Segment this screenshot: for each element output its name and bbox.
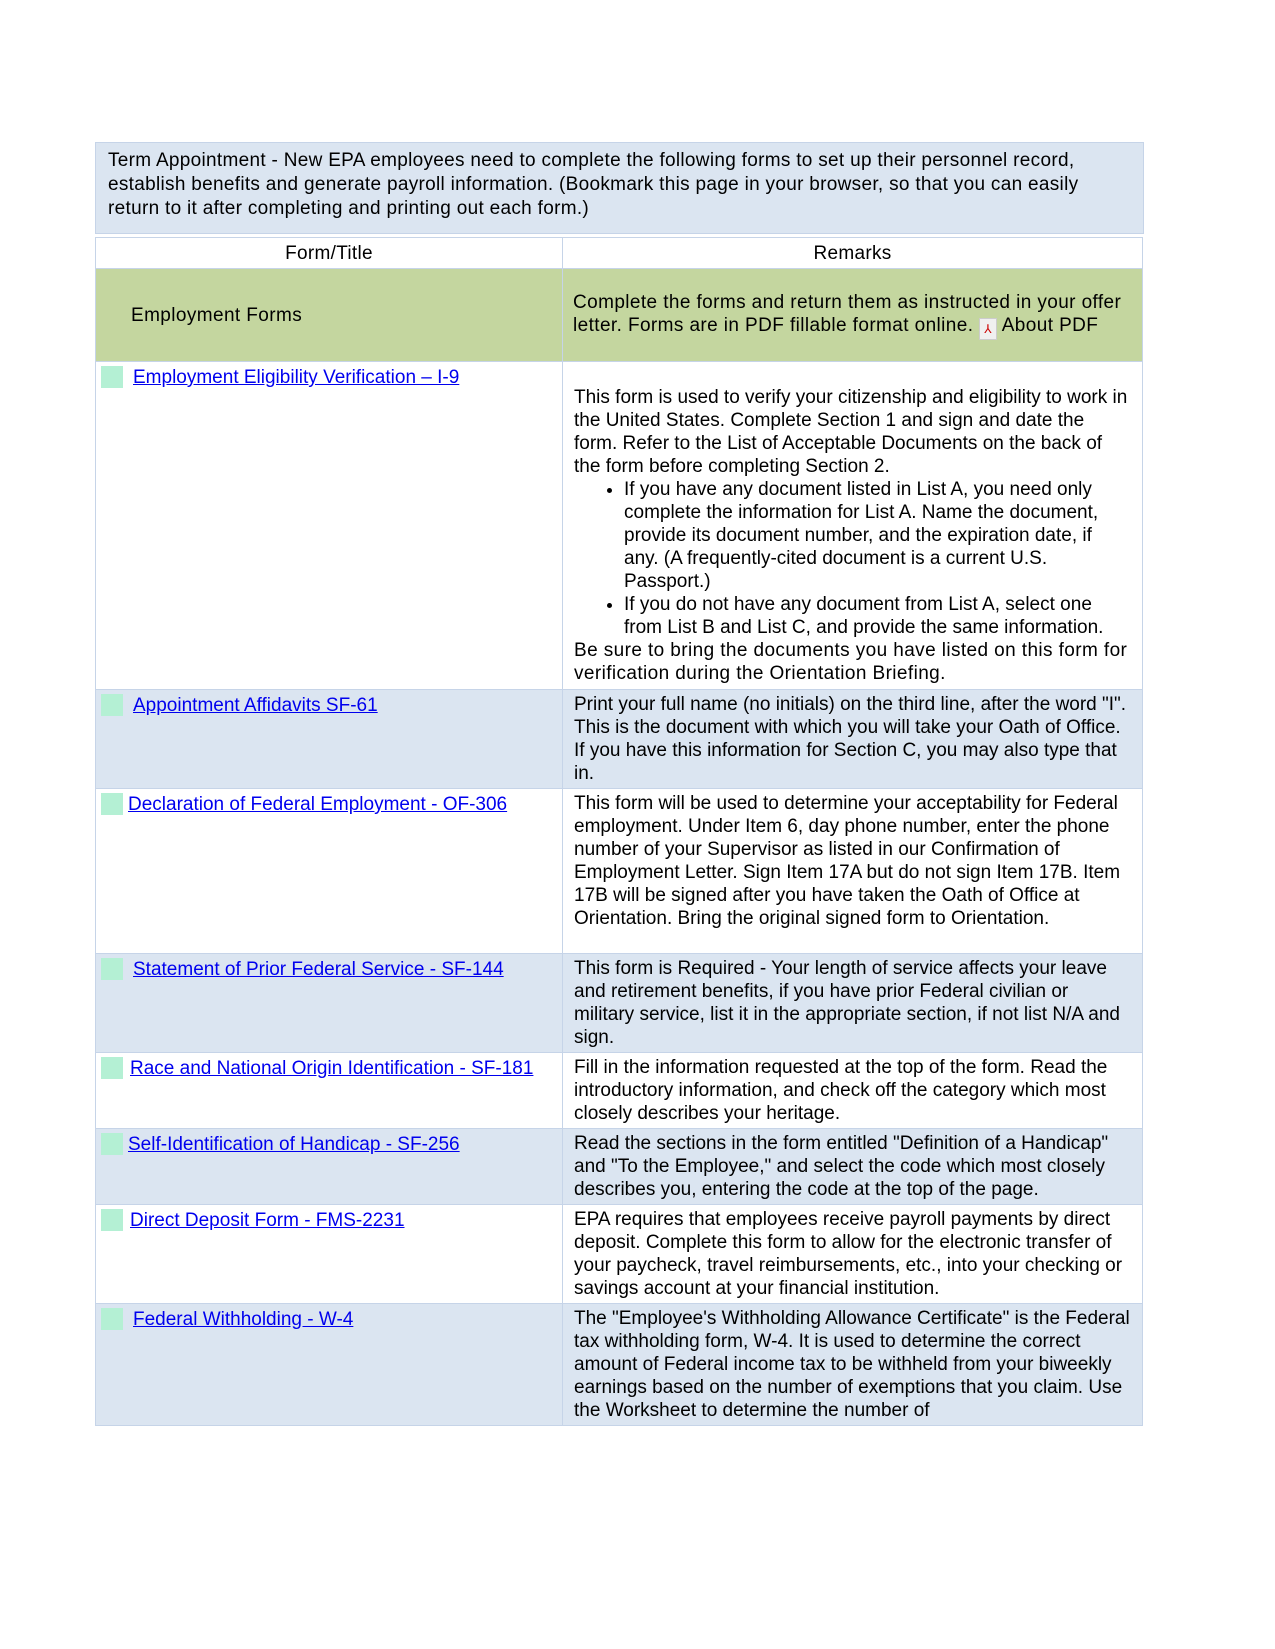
header-remarks: Remarks	[563, 238, 1143, 269]
bullet-square-icon	[101, 694, 123, 716]
table-row	[96, 690, 1143, 789]
form-link-i9[interactable]: Employment Eligibility Verification – I-9	[133, 367, 460, 388]
remarks-text: This form is used to verify your citizenship and eligibility to work in the United States. Complete Section 1 and sign and date the form. Refer to the List of Acceptable Documents on the back of the form before completing Section 2.	[574, 387, 1128, 477]
form-link-of306[interactable]: Declaration of Federal Employment - OF-306	[128, 794, 508, 815]
remarks-text: EPA requires that employees receive payroll payments by direct deposit. Complete this form to allow for the electronic transfer of your paycheck, travel reimbursements, etc., into your checking or savings account at your financial institution.	[563, 1205, 1143, 1304]
bullet-square-icon	[101, 366, 123, 388]
table-row	[96, 1053, 1143, 1129]
form-link-sf61[interactable]: Appointment Affidavits SF-61	[133, 695, 378, 716]
remarks-text: This form will be used to determine your acceptability for Federal employment. Under Item 6, day phone number, enter the phone number of your Supervisor as listed in our Confirmation of Employment Letter. Sign Item 17A but do not sign Item 17B. Item 17B will be signed after you have taken the Oath of Office at Orientation. Bring the original signed form to Orientation.	[563, 789, 1143, 954]
bullet-square-icon	[101, 793, 123, 815]
remarks-text: Read the sections in the form entitled "Definition of a Handicap" and "To the Employee," and select the code which most closely describes you, entering the code at the top of the page.	[563, 1129, 1143, 1205]
intro-text: Term Appointment - New EPA employees need to complete the following forms to set up their personnel record, establish benefits and generate payroll information. (Bookmark this page in your browser, so that you can easily return to it after completing and printing out each form.)	[95, 142, 1144, 234]
section-text: Complete the forms and return them as instructed in your offer letter. Forms are in PDF fillable format online.	[573, 291, 1122, 336]
remarks-text: Be sure to bring the documents you have listed on this form for verification during the Orientation Briefing.	[574, 640, 1128, 684]
form-link-sf144[interactable]: Statement of Prior Federal Service - SF-144	[133, 959, 504, 980]
table-row	[96, 1129, 1143, 1205]
remarks-bullet: • If you have any document listed in List A, you need only complete the information for List A. Name the document, provide its document number, and the expiration date, if any. (A frequently-cited document is a current U.S. Passport.)	[624, 478, 1130, 593]
section-remarks	[563, 269, 1143, 362]
table-row	[96, 1205, 1143, 1304]
form-link-sf181[interactable]: Race and National Origin Identification - SF-181	[130, 1058, 534, 1079]
form-link-w4[interactable]: Federal Withholding - W-4	[133, 1309, 354, 1330]
remarks-text: This form is Required - Your length of service affects your leave and retirement benefits, if you have prior Federal civilian or military service, list it in the appropriate section, if not list N/A and sign.	[563, 954, 1143, 1053]
section-row	[96, 269, 1143, 362]
table-row	[96, 789, 1143, 954]
bullet-square-icon	[101, 1209, 123, 1231]
pdf-icon[interactable]: ⅄	[979, 318, 997, 340]
bullet-square-icon	[101, 1133, 123, 1155]
bullet-square-icon	[101, 1057, 123, 1079]
form-link-fms2231[interactable]: Direct Deposit Form - FMS-2231	[130, 1210, 405, 1231]
remarks-text: Fill in the information requested at the top of the form. Read the introductory information, and check off the category which most closely describes your heritage.	[563, 1053, 1143, 1129]
remarks-text: The "Employee's Withholding Allowance Certificate" is the Federal tax withholding form, W-4. It is used to determine the correct amount of Federal income tax to be withheld from your biweekly earnings based on the number of exemptions that you claim. Use the Worksheet to determine the number of	[563, 1304, 1143, 1426]
remarks-bullet: • If you do not have any document from List A, select one from List B and List C, and provide the same information.	[624, 593, 1130, 639]
header-form-title: Form/Title	[96, 238, 563, 269]
about-pdf-link[interactable]: About PDF	[1001, 314, 1099, 336]
remarks-text: Print your full name (no initials) on the third line, after the word "I". This is the document with which you will take your Oath of Office. If you have this information for Section C, you may also type that in.	[563, 690, 1143, 789]
bullet-square-icon	[101, 958, 123, 980]
form-link-sf256[interactable]: Self-Identification of Handicap - SF-256	[128, 1134, 460, 1155]
table-row	[96, 1304, 1143, 1426]
table-row	[96, 362, 1143, 690]
table-row	[96, 954, 1143, 1053]
section-title: Employment Forms	[96, 269, 563, 362]
forms-table	[95, 237, 1143, 1426]
table-header	[96, 238, 1143, 269]
bullet-square-icon	[101, 1308, 123, 1330]
